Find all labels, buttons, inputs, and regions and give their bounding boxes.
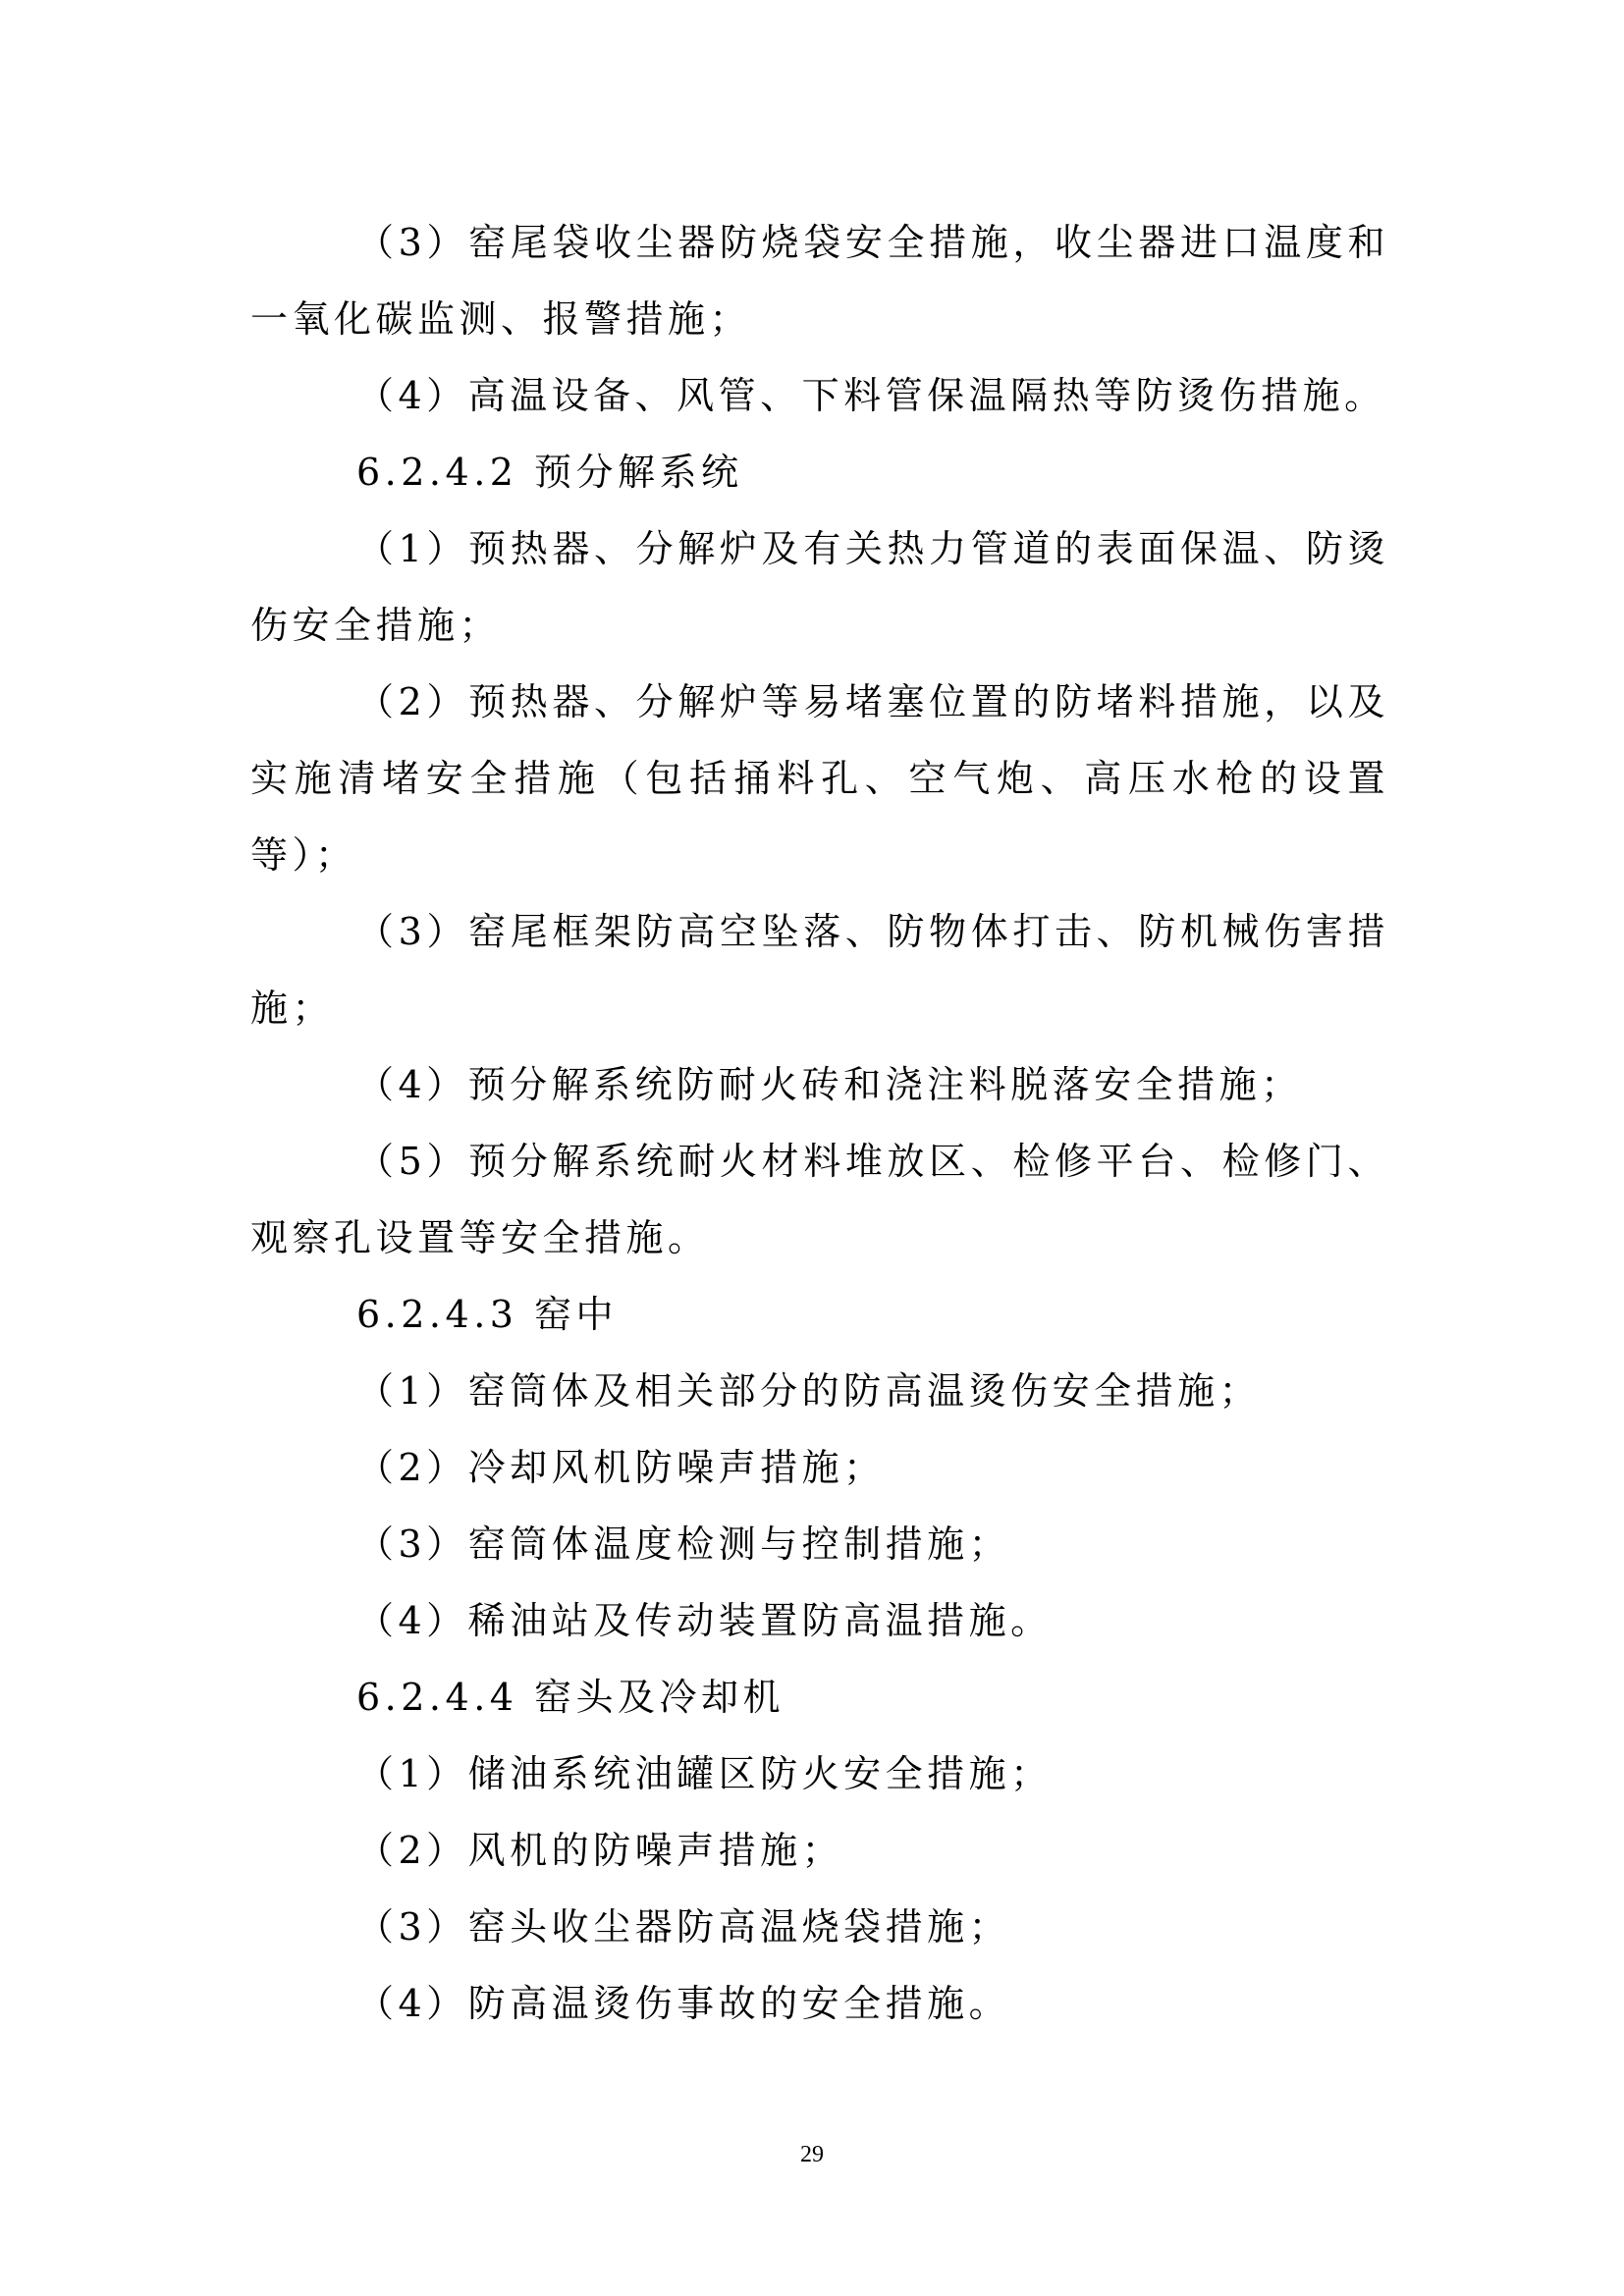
paragraph: （2）预热器、分解炉等易堵塞位置的防堵料措施，以及实施清堵安全措施（包括捅料孔、空气炮、高压水枪的设置等）； — [250, 680, 1389, 877]
paragraph: （3）窑尾袋收尘器防烧袋安全措施，收尘器进口温度和一氧化碳监测、报警措施； — [250, 221, 1389, 341]
paragraph: （4）稀油站及传动装置防高温措施。 — [356, 1599, 1053, 1642]
section-heading: 6.2.4.2 预分解系统 — [356, 451, 743, 494]
section-heading: 6.2.4.3 窑中 — [356, 1293, 619, 1336]
paragraph: （2）风机的防噪声措施； — [356, 1829, 844, 1872]
paragraph: （1）窑筒体及相关部分的防高温烫伤安全措施； — [356, 1369, 1262, 1413]
paragraph: （4）高温设备、风管、下料管保温隔热等防烫伤措施。 — [356, 374, 1386, 417]
section-heading: 6.2.4.4 窑头及冷却机 — [356, 1676, 785, 1719]
paragraph: （2）冷却风机防噪声措施； — [356, 1446, 886, 1489]
paragraph: （1）预热器、分解炉及有关热力管道的表面保温、防烫伤安全措施； — [250, 527, 1389, 647]
page-number: 29 — [800, 2142, 824, 2167]
paragraph: （3）窑头收尘器防高温烧袋措施； — [356, 1905, 1011, 1949]
body-text — [250, 204, 1389, 2042]
paragraph: （4）防高温烫伤事故的安全措施。 — [356, 1982, 1011, 2025]
paragraph: （1）储油系统油罐区防火安全措施； — [356, 1752, 1053, 1795]
paragraph: （4）预分解系统防耐火砖和浇注料脱落安全措施； — [356, 1063, 1303, 1106]
paragraph: （3）窑尾框架防高空坠落、防物体打击、防机械伤害措施； — [250, 910, 1389, 1030]
paragraph: （5）预分解系统耐火材料堆放区、检修平台、检修门、观察孔设置等安全措施。 — [250, 1140, 1389, 1259]
paragraph: （3）窑筒体温度检测与控制措施； — [356, 1522, 1011, 1566]
